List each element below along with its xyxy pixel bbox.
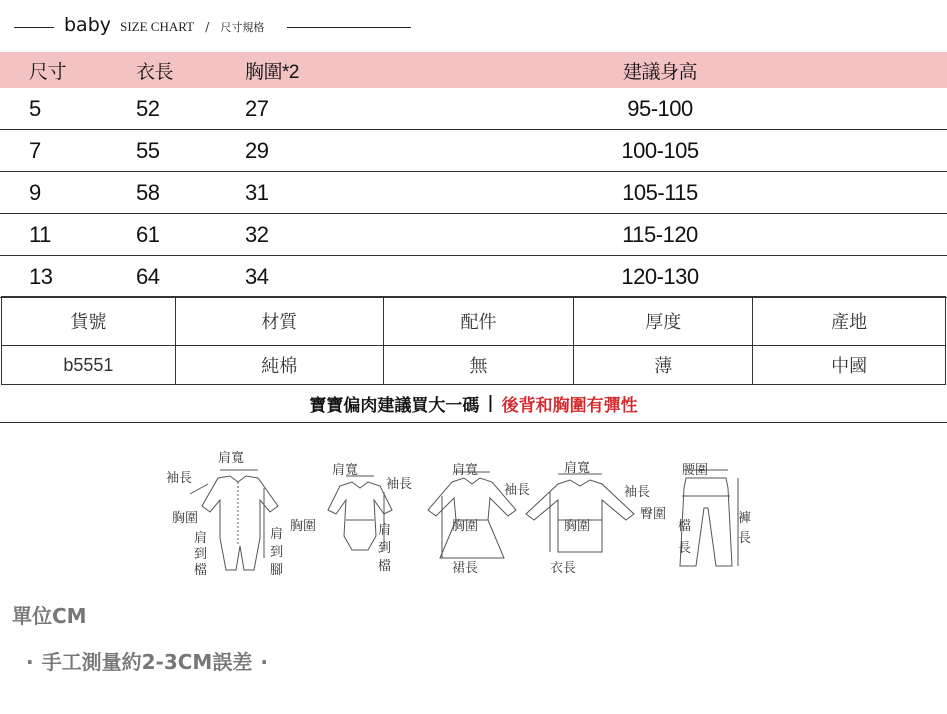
cell-length: 61 [136,221,160,247]
romper-label: 袖長 [166,471,193,486]
bodysuit-diagram [328,476,392,550]
romper-label: 到 [270,545,284,560]
spec-header-accessory: 配件 [383,297,574,346]
spec-header-row [2,297,946,346]
table-row [0,214,947,256]
table-row [0,256,947,298]
top-label: 胸圍 [564,519,591,534]
cell-length: 55 [136,137,160,163]
pants-label: 檔 [678,519,692,534]
cell-height: 100-105 [621,137,699,163]
spec-value-accessory: 無 [383,346,574,385]
title-separator: / [205,20,210,34]
spec-header-thickness: 厚度 [574,297,753,346]
cell-chest: 31 [245,179,269,205]
header-height: 建議身高 [622,61,697,83]
spec-value-material: 純棉 [175,346,383,385]
subtitle-label: SIZE CHART [120,19,195,34]
brand-label: baby [64,14,112,36]
pants-label: 褲 [738,511,752,526]
top-label: 袖長 [624,485,651,500]
pants-label: 長 [738,531,752,546]
bodysuit-label: 到 [378,541,392,556]
size-table [0,52,947,298]
bullet-dot: · [26,650,34,674]
bullet-dot: · [260,650,268,674]
cell-size: 7 [29,137,41,163]
bodysuit-label: 袖長 [386,477,413,492]
cell-height: 95-100 [627,95,693,121]
dress-label: 裙長 [452,561,479,576]
romper-label: 腳 [270,563,284,578]
top-diagram [526,474,634,552]
pants-label: 腰圍 [682,463,709,478]
dress-label: 肩寬 [452,463,479,478]
subtitle-cn-label: 尺寸規格 [220,21,265,34]
unit-label: 單位CM [12,604,87,628]
sizing-note-advice: 寶寶偏肉建議買大一碼 [309,395,480,416]
cell-length: 52 [136,95,160,121]
measurement-error-note [18,646,276,675]
spec-value-row [2,346,946,385]
dress-diagram [428,472,516,558]
spec-value-thickness: 薄 [574,346,753,385]
spec-header-material: 材質 [175,297,383,346]
cell-size: 5 [29,95,41,121]
table-row [0,130,947,172]
sizing-note [0,384,947,423]
cell-length: 58 [136,179,160,205]
spec-value-origin: 中國 [753,346,946,385]
header-chest: 胸圍*2 [245,61,299,83]
cell-size: 11 [29,221,51,247]
cell-height: 120-130 [621,263,699,289]
title-text [64,14,264,36]
cell-chest: 27 [245,95,269,121]
romper-label: 到 [194,547,208,562]
header-length: 衣長 [136,61,174,83]
romper-label: 肩 [270,527,284,542]
size-chart-title [14,14,404,40]
size-table-header [0,52,947,88]
top-label: 衣長 [550,561,577,576]
cell-chest: 32 [245,221,269,247]
spec-header-item-no: 貨號 [2,297,176,346]
cell-height: 105-115 [622,179,698,205]
table-row [0,172,947,214]
header-size: 尺寸 [29,61,67,83]
measurement-diagrams [160,448,770,588]
spec-table [1,296,946,385]
romper-label: 肩寬 [218,451,245,466]
bodysuit-label: 檔 [378,559,392,574]
cell-size: 13 [29,263,53,289]
table-row [0,88,947,130]
cell-length: 64 [136,263,160,289]
top-label: 肩寬 [564,461,591,476]
cell-chest: 34 [245,263,269,289]
cell-size: 9 [29,179,41,205]
title-divider-left [14,27,54,28]
pants-label: 長 [678,541,692,556]
bodysuit-label: 胸圍 [290,519,317,534]
spec-value-item-no: b5551 [2,346,176,385]
romper-label: 胸圍 [172,511,199,526]
title-divider-right [287,27,411,28]
pants-label: 臀圍 [640,507,667,522]
romper-label: 檔 [194,563,208,578]
dress-label: 袖長 [504,483,531,498]
spec-header-origin: 產地 [753,297,946,346]
dress-label: 胸圍 [452,519,479,534]
sizing-note-separator: | [487,393,494,413]
cell-height: 115-120 [622,221,698,247]
bodysuit-label: 肩 [378,523,392,538]
romper-label: 肩 [194,531,208,546]
cell-chest: 29 [245,137,269,163]
bodysuit-label: 肩寬 [332,463,359,478]
error-note-text: 手工測量約2-3CM誤差 [41,650,253,674]
sizing-note-elastic: 後背和胸圍有彈性 [501,395,638,416]
